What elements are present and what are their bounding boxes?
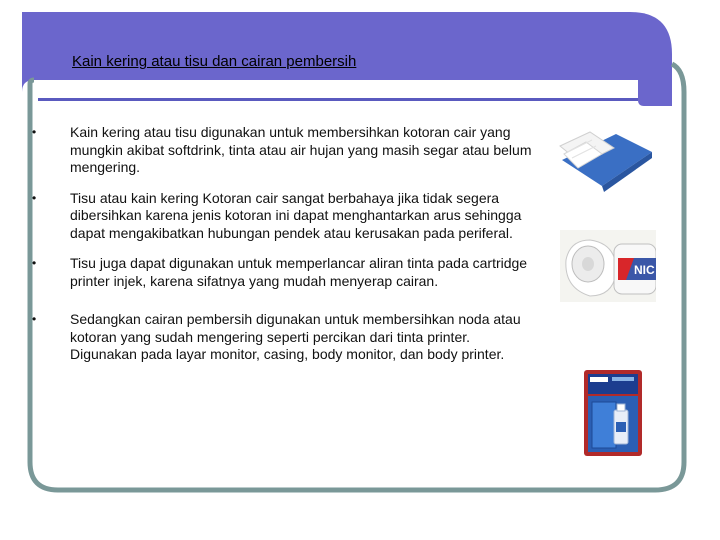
bullet-marker: • — [32, 312, 37, 326]
bullet-item — [32, 311, 532, 364]
content-panel — [22, 80, 644, 106]
bullet-text: Tisu atau kain kering Kotoran cair sangat berbahaya jika tidak segera dibersihkan karena jenis kotoran ini dapat menghantarkan arus sehingga dapat mengakibatkan hubungan pendek atau kerusakan pada periferal. — [70, 189, 522, 241]
bullet-text: Sedangkan cairan pembersih digunakan untuk membersihkan noda atau kotoran yang sudah mengering seperti percikan dari tinta printer. Digunakan pada layar monitor, casing, body monitor, dan body printer. — [70, 311, 521, 362]
bullet-item — [32, 190, 532, 243]
bullet-marker: • — [32, 190, 37, 205]
slide-title: Kain kering atau tisu dan cairan pembersih — [72, 53, 357, 70]
tissue-roll-icon — [560, 230, 656, 302]
cleaning-kit-icon — [580, 366, 646, 458]
tissue-brand-label: NIC — [634, 263, 655, 277]
bullet-text: Tisu juga dapat digunakan untuk memperlancar aliran tinta pada cartridge printer injek, karena sifatnya yang mudah menyerap cairan. — [70, 255, 528, 289]
bullet-text: Kain kering atau tisu digunakan untuk membersihkan kotoran cair yang mungkin akibat softdrink, tinta atau air hujan yang masih segar atau belum mengering. — [70, 124, 532, 175]
bullet-marker: • — [32, 256, 37, 270]
bullet-item — [32, 124, 532, 177]
bullet-list — [32, 124, 532, 379]
bullet-marker: • — [32, 125, 37, 139]
title-underline-bar — [38, 98, 638, 101]
bullet-item — [32, 255, 532, 290]
cleaning-cloth-icon — [556, 124, 656, 194]
